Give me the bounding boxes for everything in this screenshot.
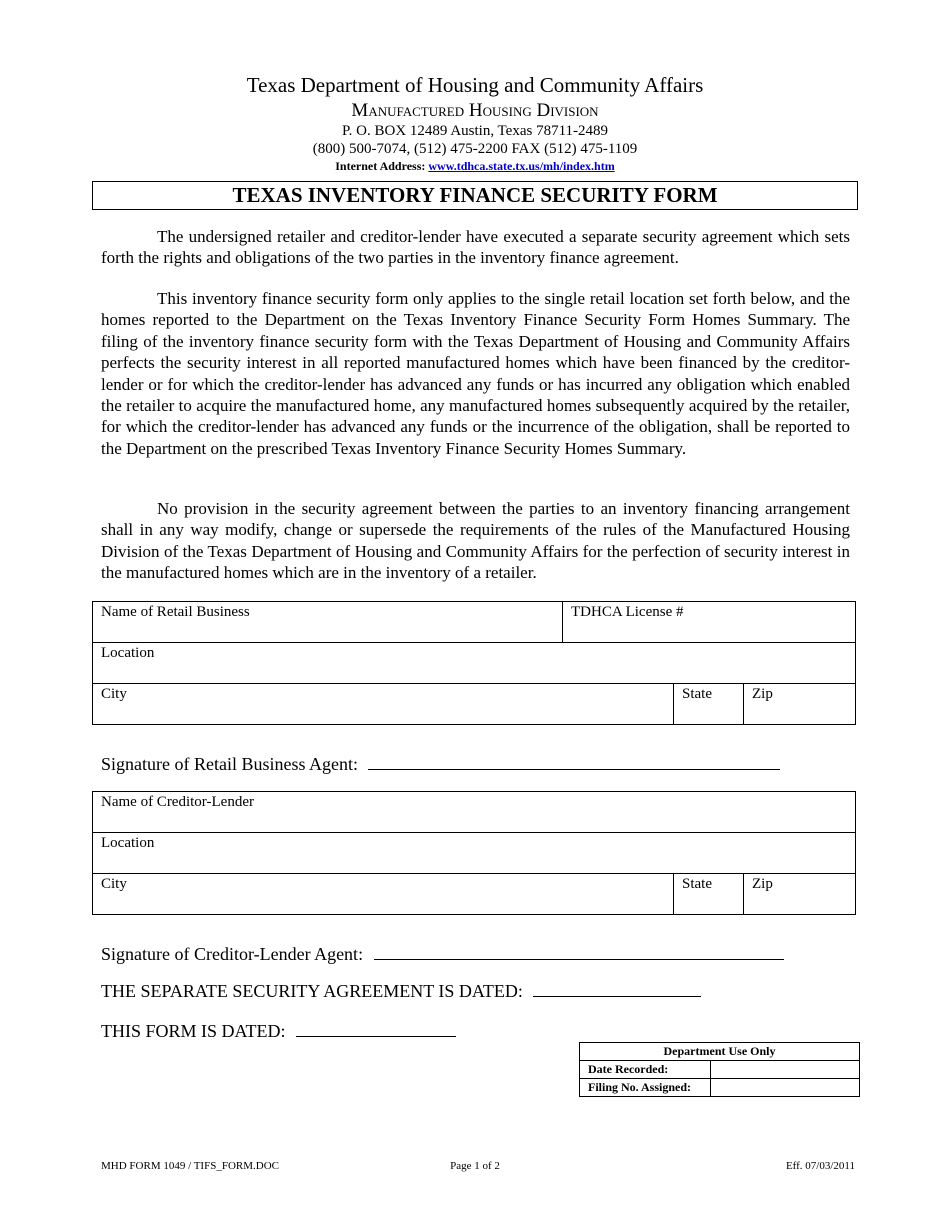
mailing-address: P. O. BOX 12489 Austin, Texas 78711-2489 [341,123,609,139]
phone-numbers: (800) 500-7074, (512) 475-2200 FAX (512) 475-1109 [312,141,638,157]
paragraph-1 [101,226,850,269]
paragraph-2 [101,288,850,459]
department-use-table [579,1042,860,1097]
tdhca-license-label: TDHCA License # [571,604,684,620]
creditor-info-table [92,791,856,915]
agreement-dated-line [101,981,701,1002]
footer-form-id: MHD FORM 1049 / TIFS_FORM.DOC [101,1160,279,1172]
creditor-signature-line [101,944,784,965]
creditor-location-label: Location [101,835,155,851]
paragraph-2-text: This inventory finance security form only applies to the single retail location set forth below, and the homes reported to the Department on the Texas Inventory Finance Security Form Homes Summary. The filing of the inventory finance security form with the Texas Department of Housing and Community Affairs perfects the security interest in all reported manufactured homes which have been financed by the creditor-lender or for which the creditor-lender has advanced any funds or has incurred any obligation which enabled the retailer to acquire the manufactured home, any manufactured homes subsequently acquired by the retailer, for which the creditor-lender has advanced any funds or the incurrence of the obligation, shall be reported to the Department on the prescribed Texas Inventory Finance Security Homes Summary. [101,289,850,458]
form-title: TEXAS INVENTORY FINANCE SECURITY FORM [92,181,858,210]
retail-state-field[interactable] [674,684,744,725]
retail-location-field[interactable] [93,643,856,684]
agreement-dated-label: THE SEPARATE SECURITY AGREEMENT IS DATED: [101,981,523,1001]
form-dated-blank[interactable] [296,1036,456,1037]
retail-business-name-label: Name of Retail Business [101,604,250,620]
retail-business-name-field[interactable] [93,602,563,643]
agency-name: Texas Department of Housing and Community Affairs [246,73,704,97]
creditor-state-field[interactable] [674,874,744,915]
internet-address-link[interactable]: www.tdhca.state.tx.us/mh/index.htm [428,159,615,173]
retail-city-field[interactable] [93,684,674,725]
retail-signature-line [101,754,780,775]
division-name: Manufactured Housing Division [351,100,599,121]
footer-effective-date: Eff. 07/03/2011 [785,1160,855,1172]
footer-page-number: Page 1 of 2 [450,1160,500,1172]
paragraph-1-text: The undersigned retailer and creditor-lender have executed a separate security agreement which sets forth the rights and obligations of the two parties in the inventory finance agreement. [101,227,850,268]
creditor-signature-blank[interactable] [374,959,784,960]
creditor-city-label: City [101,876,127,892]
creditor-name-field[interactable] [93,792,856,833]
internet-address-label: Internet Address: [335,159,426,173]
retail-location-label: Location [101,645,155,661]
form-dated-line [101,1021,456,1042]
creditor-signature-label: Signature of Creditor-Lender Agent: [101,944,364,964]
internet-address [0,159,950,174]
creditor-city-field[interactable] [93,874,674,915]
creditor-state-label: State [682,876,712,892]
creditor-location-field[interactable] [93,833,856,874]
department-use-title: Department Use Only [580,1043,860,1061]
paragraph-3 [101,498,850,584]
retail-state-label: State [682,686,712,702]
retailer-info-table [92,601,856,725]
filing-no-label: Filing No. Assigned: [580,1079,711,1097]
form-dated-label: THIS FORM IS DATED: [101,1021,286,1041]
date-recorded-field[interactable] [711,1061,860,1079]
creditor-name-label: Name of Creditor-Lender [101,794,254,810]
creditor-zip-field[interactable] [744,874,856,915]
agreement-dated-blank[interactable] [533,996,701,997]
retail-zip-label: Zip [752,686,773,702]
tdhca-license-field[interactable] [563,602,856,643]
retail-signature-label: Signature of Retail Business Agent: [101,754,358,774]
retail-city-label: City [101,686,127,702]
date-recorded-label: Date Recorded: [580,1061,711,1079]
paragraph-3-text: No provision in the security agreement between the parties to an inventory financing arrangement shall in any way modify, change or supersede the requirements of the rules of the Manufactured Housing Division of the Texas Department of Housing and Community Affairs for the perfection of security interest in the manufactured homes which are in the inventory of a retailer. [101,499,850,583]
filing-no-field[interactable] [711,1079,860,1097]
retail-signature-blank[interactable] [368,769,780,770]
retail-zip-field[interactable] [744,684,856,725]
creditor-zip-label: Zip [752,876,773,892]
